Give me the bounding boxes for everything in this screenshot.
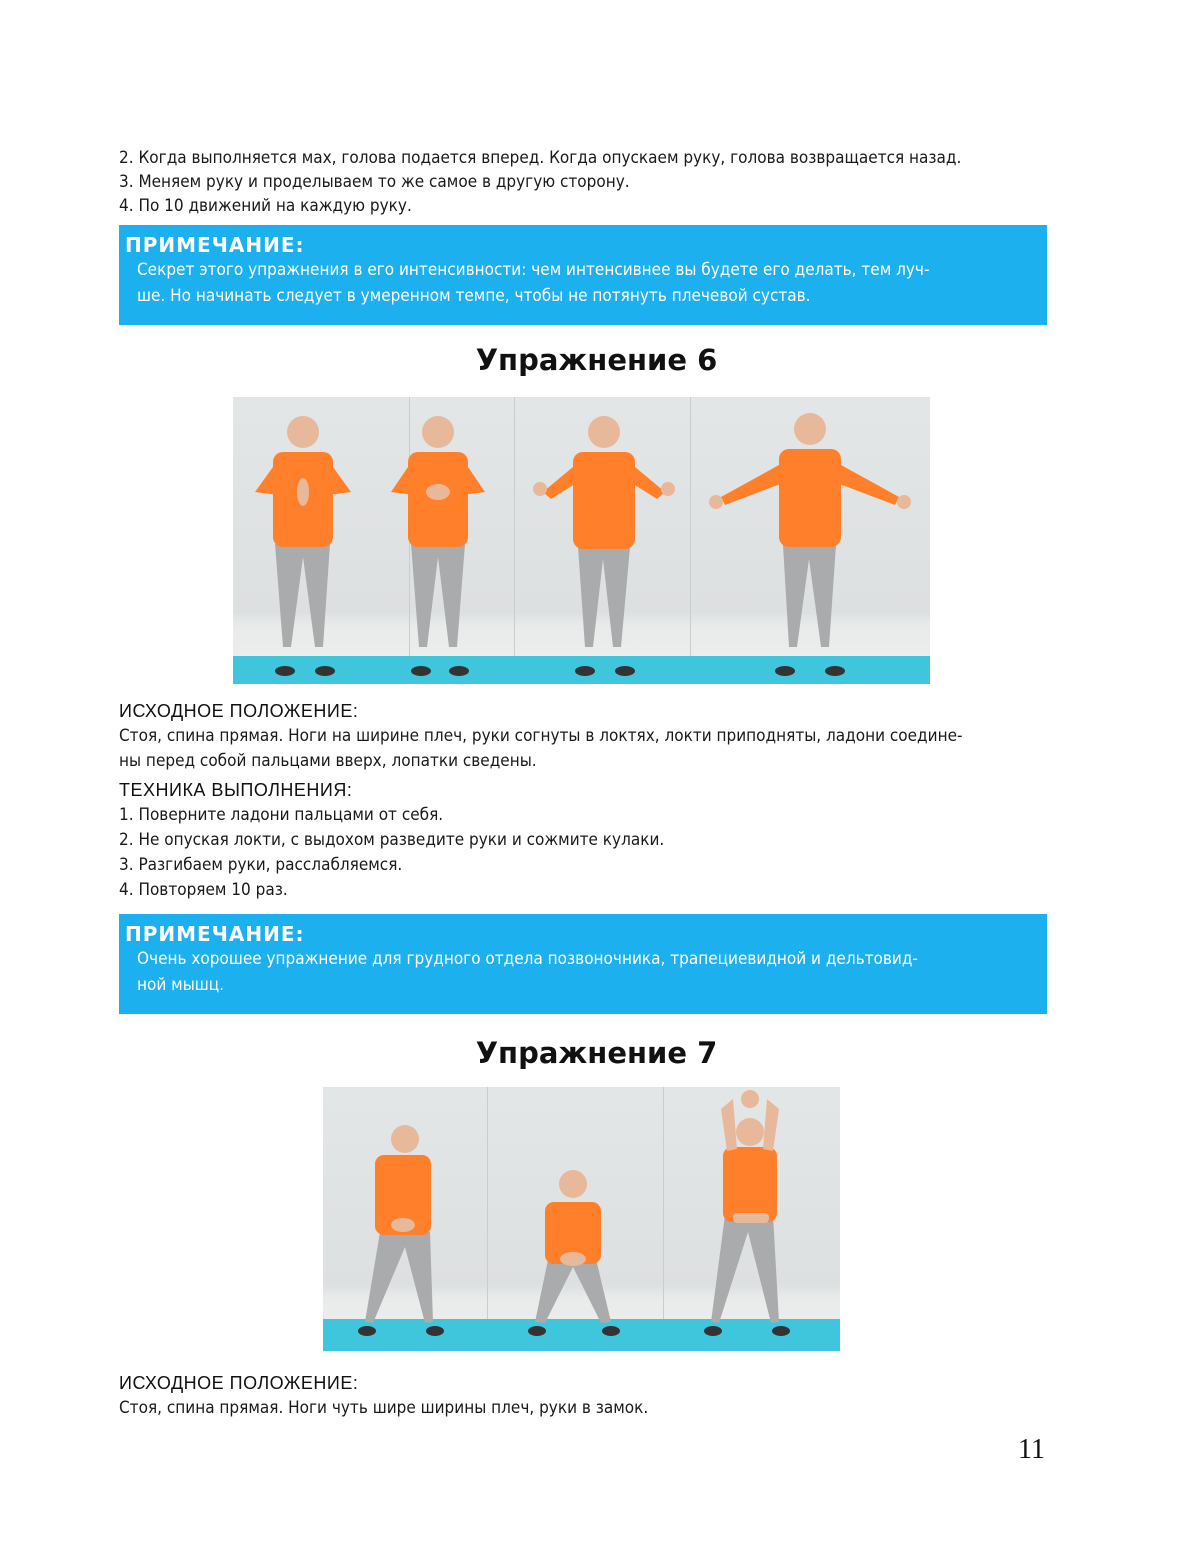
note-line: Очень хорошее упражнение для грудного отдела позвоночника, трапециевидной и дельтовид- (137, 949, 918, 969)
top-steps (119, 146, 1079, 218)
section-heading: ТЕХНИКА ВЫПОЛНЕНИЯ: (119, 780, 353, 800)
note-title: ПРИМЕЧАНИЕ: (125, 233, 305, 257)
note-title: ПРИМЕЧАНИЕ: (125, 922, 305, 946)
step-item: 2. Не опуская локти, с выдохом разведите руки и сожмите кулаки. (119, 830, 665, 850)
person-figure (704, 1090, 790, 1336)
person-figure (358, 1125, 444, 1336)
steps-list (119, 803, 1079, 903)
step-item: 4. По 10 движений на каждую руку. (119, 196, 412, 216)
person-figure (709, 413, 911, 676)
note-line: ной мышц. (137, 975, 225, 995)
text-line: ны перед собой пальцами вверх, лопатки сведены. (119, 751, 537, 771)
exercise-title: Упражнение 6 (475, 343, 718, 377)
text-line: Стоя, спина прямая. Ноги чуть шире ширины плеч, руки в замок. (119, 1398, 649, 1418)
note-box (119, 914, 1047, 1014)
note-box (119, 225, 1047, 325)
section-heading: ИСХОДНОЕ ПОЛОЖЕНИЕ: (119, 1373, 359, 1393)
section-heading: ИСХОДНОЕ ПОЛОЖЕНИЕ: (119, 701, 359, 721)
step-item: 1. Поверните ладони пальцами от себя. (119, 805, 444, 825)
exercise-title: Упражнение 7 (475, 1036, 718, 1070)
step-item: 2. Когда выполняется мах, голова подается вперед. Когда опускаем руку, голова возвращается назад. (119, 148, 962, 168)
note-line: ше. Но начинать следует в умеренном темпе, чтобы не потянуть плечевой сустав. (137, 286, 811, 306)
exercise6-photo (233, 397, 930, 684)
person-figure (391, 416, 485, 676)
exercise7-photo (323, 1087, 840, 1351)
text-line: Стоя, спина прямая. Ноги на ширине плеч, руки согнуты в локтях, локти приподняты, ладони соедине- (119, 726, 963, 746)
step-item: 4. Повторяем 10 раз. (119, 880, 288, 900)
note-line: Секрет этого упражнения в его интенсивности: чем интенсивнее вы будете его делать, тем луч- (137, 260, 930, 280)
person-figure (533, 416, 675, 676)
step-item: 3. Меняем руку и проделываем то же самое в другую сторону. (119, 172, 630, 192)
person-figure (255, 416, 351, 676)
note-text (125, 946, 1037, 998)
step-item: 3. Разгибаем руки, расслабляемся. (119, 855, 403, 875)
person-figure (528, 1170, 620, 1336)
page-number: 11 (1018, 1434, 1045, 1465)
section-text (119, 1396, 1079, 1421)
note-text (125, 257, 1037, 309)
section-text (119, 724, 1079, 774)
